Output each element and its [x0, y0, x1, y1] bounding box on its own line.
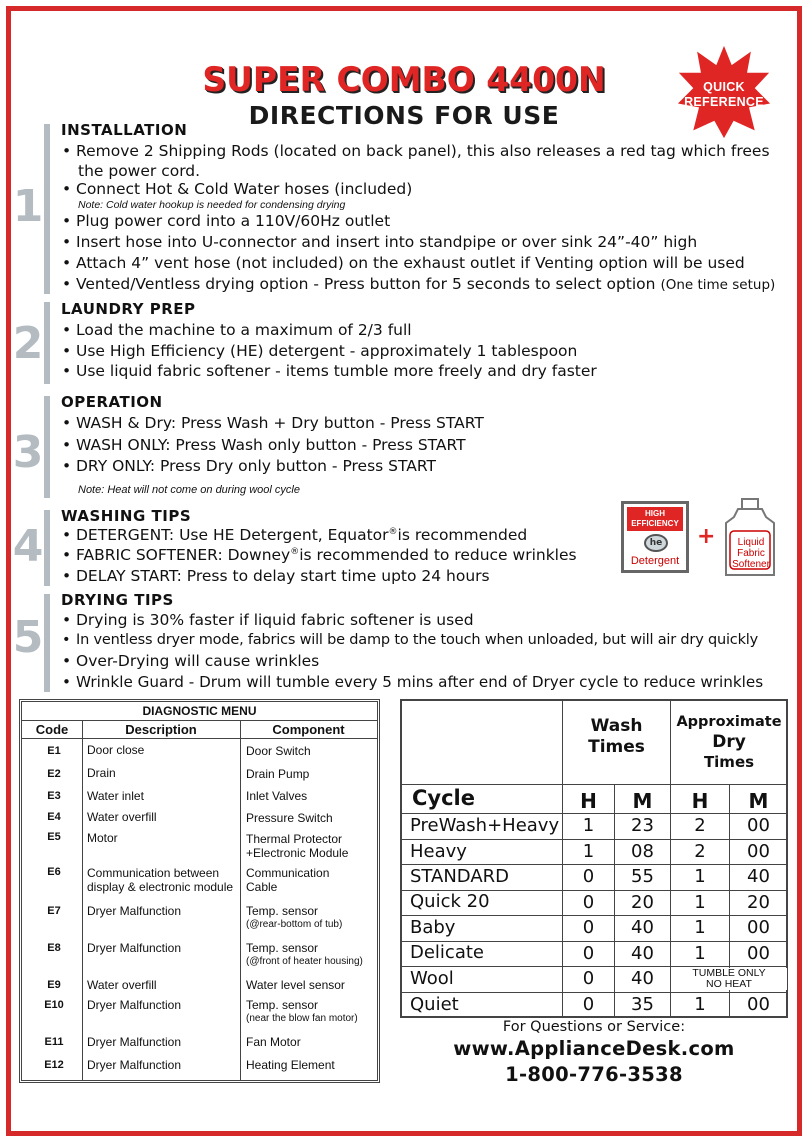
table-row-comp: Water level sensor [246, 978, 345, 992]
dry-hours: 1 [694, 892, 706, 913]
dry-hours: 2 [694, 841, 706, 862]
col-header-component: Component [240, 721, 377, 739]
wash-hours: 0 [582, 943, 595, 964]
wash-minutes: 35 [631, 994, 654, 1015]
table-row-code: E6 [47, 866, 61, 878]
drying-line-1: • Drying is 30% faster if liquid fabric softener is used [62, 611, 474, 629]
wash-minutes: 55 [631, 866, 654, 887]
installation-line-1-cont: the power cord. [78, 162, 201, 180]
drying-line-4: • Wrinkle Guard - Drum will tumble every 5 mins after end of Dryer cycle to reduce wrinkles [62, 673, 764, 691]
badge-line-2: REFERENCE [684, 95, 764, 109]
table-row-code: E12 [44, 1059, 64, 1071]
section-5-number: 5 [12, 612, 44, 663]
washing-line-3: • DELAY START: Press to delay start time upto 24 hours [62, 567, 490, 585]
installation-line-4: • Insert hose into U-connector and insert into standpipe or over sink 24”-40” high [62, 233, 698, 251]
cycle-name: Delicate [410, 942, 484, 963]
laundry-line-1: • Load the machine to a maximum of 2/3 full [62, 321, 412, 339]
wash-minutes: 08 [631, 841, 654, 862]
cycle-name: Quick 20 [410, 891, 490, 912]
table-row-desc: Dryer Malfunction [87, 1035, 182, 1049]
table-row-code: E9 [47, 979, 61, 991]
he-detergent-icon: HIGH EFFICIENCY he Detergent [621, 501, 689, 573]
dry-hours: 1 [694, 917, 706, 938]
laundry-line-3: • Use liquid fabric softener - items tumble more freely and dry faster [62, 362, 597, 380]
operation-line-3: • DRY ONLY: Press Dry only button - Press START [62, 457, 436, 475]
table-row-comp: Temp. sensor (@rear-bottom of tub) [246, 904, 343, 930]
section-4-number: 4 [12, 521, 44, 572]
wash-minutes: 40 [631, 968, 654, 989]
table-row-desc: Dryer Malfunction [87, 941, 182, 955]
table-row-desc: Water inlet [87, 789, 144, 803]
dry-minutes: 00 [747, 841, 770, 862]
wash-minutes: 23 [631, 815, 654, 836]
dry-hours: 1 [694, 866, 706, 887]
he-logo-icon: he [644, 534, 668, 552]
installation-line-1: • Remove 2 Shipping Rods (located on back panel), this also releases a red tag which frees [62, 142, 770, 160]
table-row-desc: Dryer Malfunction [87, 998, 182, 1012]
washing-line-2: • FABRIC SOFTENER: Downey®is recommended to reduce wrinkles [62, 546, 577, 564]
wash-minutes: 20 [631, 892, 654, 913]
table-row-comp: Door Switch [246, 744, 311, 758]
dry-minutes: 40 [747, 866, 770, 887]
wash-minutes: 40 [631, 943, 654, 964]
col-header-description: Description [82, 721, 240, 739]
cycle-name: Quiet [410, 994, 459, 1015]
dry-minutes: 00 [747, 994, 770, 1015]
table-row-code: E8 [47, 942, 61, 954]
table-row-comp: Fan Motor [246, 1035, 301, 1049]
table-row-comp: Drain Pump [246, 767, 310, 781]
drying-line-2: • In ventless dryer mode, fabrics will be damp to the touch when unloaded, but will air dry quickly [62, 632, 758, 648]
section-2-number: 2 [12, 318, 44, 369]
table-row-code: E10 [44, 999, 64, 1011]
table-row-comp: Thermal Protector +Electronic Module [246, 832, 349, 860]
fabric-softener-label: Liquid Fabric Softener [732, 537, 770, 570]
table-row-comp: Temp. sensor (@front of heater housing) [246, 941, 363, 967]
dry-hours: 1 [694, 994, 706, 1015]
washing-line-1: • DETERGENT: Use HE Detergent, Equator®is recommended [62, 526, 528, 544]
table-row-desc: Drain [87, 766, 116, 780]
badge-line-1: QUICK [703, 80, 745, 94]
wash-h-header: H [580, 789, 597, 813]
table-row-desc: Dryer Malfunction [87, 904, 182, 918]
dry-hours: 1 [694, 943, 706, 964]
table-row-comp: Heating Element [246, 1058, 335, 1072]
table-row-code: E1 [47, 745, 61, 757]
table-row-comp: Temp. sensor (near the blow fan motor) [246, 998, 358, 1024]
drying-heading: DRYING TIPS [61, 591, 174, 609]
wash-hours: 0 [582, 892, 595, 913]
wash-minutes: 40 [631, 917, 654, 938]
operation-line-2: • WASH ONLY: Press Wash only button - Press START [62, 436, 466, 454]
table-row-desc: Water overfill [87, 810, 157, 824]
cycle-name: Baby [410, 917, 456, 938]
page-subtitle: DIRECTIONS FOR USE [248, 101, 560, 130]
table-row-comp: Communication Cable [246, 866, 330, 894]
page-title: SUPER COMBO 4400N [202, 60, 606, 100]
wash-m-header: M [632, 789, 653, 813]
table-row-code: E3 [47, 790, 61, 802]
table-row-code: E4 [47, 811, 61, 823]
wash-hours: 0 [582, 994, 595, 1015]
cycle-header: Cycle [412, 786, 475, 810]
dry-minutes: 00 [747, 943, 770, 964]
table-row-desc: Door close [87, 743, 145, 757]
laundry-line-2: • Use High Efficiency (HE) detergent - approximately 1 tablespoon [62, 342, 578, 360]
installation-note: Note: Cold water hookup is needed for condensing drying [78, 199, 346, 211]
dry-minutes: 20 [747, 892, 770, 913]
dry-m-header: M [748, 789, 769, 813]
cycle-name: STANDARD [410, 866, 510, 887]
cycle-times-table [400, 699, 788, 1018]
laundry-heading: LAUNDRY PREP [61, 300, 196, 318]
diagnostic-menu-title: DIAGNOSTIC MENU [22, 702, 377, 721]
installation-line-2: • Connect Hot & Cold Water hoses (included) [62, 180, 413, 198]
operation-note: Note: Heat will not come on during wool cycle [78, 484, 300, 496]
contact-question: For Questions or Service: [502, 1019, 686, 1035]
table-row-code: E7 [47, 905, 61, 917]
washing-heading: WASHING TIPS [61, 507, 192, 525]
plus-sign: + [697, 524, 716, 549]
dry-h-header: H [691, 789, 709, 813]
section-1-number: 1 [12, 181, 44, 232]
dry-times-header: Approximate Dry Times [676, 714, 782, 771]
table-row-desc: Communication between display & electronic module [87, 866, 234, 894]
contact-phone[interactable]: 1-800-776-3538 [505, 1063, 683, 1086]
wash-times-header: Wash Times [588, 716, 645, 757]
quick-reference-badge [676, 80, 772, 110]
installation-line-6: • Vented/Ventless drying option - Press button for 5 seconds to select option (One time setup) [62, 275, 776, 293]
dry-minutes: 00 [747, 815, 770, 836]
installation-line-5: • Attach 4” vent hose (not included) on the exhaust outlet if Venting option will be used [62, 254, 745, 272]
wash-hours: 1 [582, 841, 595, 862]
table-row-code: E5 [47, 831, 61, 843]
table-row-desc: Water overfill [87, 978, 157, 992]
dry-minutes: 00 [747, 917, 770, 938]
contact-website-link[interactable]: www.ApplianceDesk.com [453, 1037, 735, 1060]
diagnostic-menu-table [19, 699, 380, 1083]
installation-heading: INSTALLATION [61, 121, 188, 139]
wash-hours: 0 [582, 968, 595, 989]
table-row-comp: Inlet Valves [246, 789, 308, 803]
section-3-number: 3 [12, 427, 44, 478]
wash-hours: 0 [582, 866, 595, 887]
operation-line-1: • WASH & Dry: Press Wash + Dry button - Press START [62, 414, 484, 432]
drying-line-3: • Over-Drying will cause wrinkles [62, 652, 320, 670]
table-row-code: E2 [47, 768, 61, 780]
operation-heading: OPERATION [61, 393, 163, 411]
wash-hours: 1 [582, 815, 595, 836]
table-row-code: E11 [44, 1036, 64, 1048]
cycle-name: Wool [410, 968, 454, 989]
table-row-comp: Pressure Switch [246, 811, 333, 825]
cycle-name: PreWash+Heavy [410, 815, 560, 836]
table-row-desc: Dryer Malfunction [87, 1058, 182, 1072]
wool-dry-note: TUMBLE ONLY NO HEAT [671, 968, 787, 990]
wash-hours: 0 [582, 917, 595, 938]
installation-line-3: • Plug power cord into a 110V/60Hz outlet [62, 212, 391, 230]
table-row-desc: Motor [87, 831, 118, 845]
dry-hours: 2 [694, 815, 706, 836]
cycle-name: Heavy [410, 841, 467, 862]
col-header-code: Code [22, 721, 82, 739]
